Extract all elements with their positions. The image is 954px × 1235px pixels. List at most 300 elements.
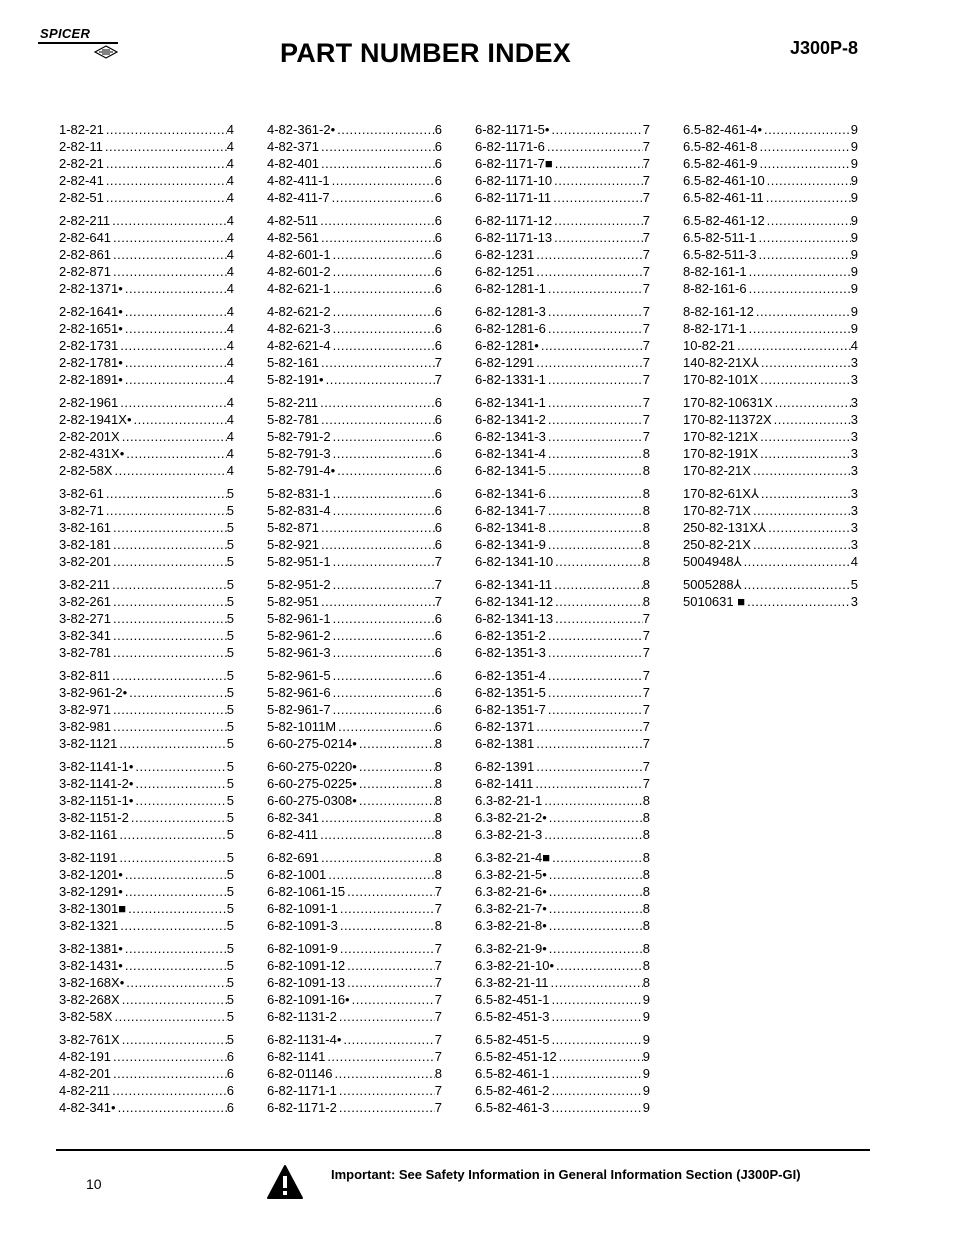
page-reference: 7 xyxy=(642,412,650,427)
page-reference: 5 xyxy=(226,901,234,916)
index-entry xyxy=(475,280,650,297)
part-number: 4-82-371 xyxy=(267,139,320,154)
index-entry xyxy=(683,246,858,263)
page-reference: 7 xyxy=(434,884,442,899)
page-reference: 9 xyxy=(850,321,858,336)
dot-leader xyxy=(333,667,435,684)
index-entry xyxy=(683,445,858,462)
dot-leader xyxy=(347,883,435,900)
page-reference: 7 xyxy=(434,1083,442,1098)
part-number: 6.5-82-511-3 xyxy=(683,247,757,262)
part-number: 2-82-871 xyxy=(59,264,112,279)
index-group xyxy=(59,576,234,661)
index-entry xyxy=(267,917,442,934)
page-reference: 7 xyxy=(642,139,650,154)
index-entry xyxy=(59,320,234,337)
index-entry xyxy=(475,229,650,246)
part-number: 4-82-201 xyxy=(59,1066,112,1081)
index-entry xyxy=(59,121,234,138)
index-group xyxy=(475,394,650,479)
index-entry xyxy=(59,138,234,155)
index-entry xyxy=(683,519,858,536)
index-entry xyxy=(683,428,858,445)
dot-leader xyxy=(128,900,227,917)
part-number: 3-82-61 xyxy=(59,486,104,501)
page-reference: 6 xyxy=(434,230,442,245)
dot-leader xyxy=(135,775,226,792)
part-number: 6-82-1281-1 xyxy=(475,281,546,296)
dot-leader xyxy=(129,684,227,701)
part-number: 4-82-561 xyxy=(267,230,320,245)
index-group xyxy=(267,667,442,752)
part-number: 6-82-1341-7 xyxy=(475,503,546,518)
index-entry xyxy=(475,792,650,809)
dot-leader xyxy=(536,263,642,280)
page-reference: 4 xyxy=(226,412,234,427)
dot-leader xyxy=(548,445,643,462)
page-reference: 8 xyxy=(642,941,650,956)
index-entry xyxy=(267,155,442,172)
part-number: 6.5-82-461-2 xyxy=(475,1083,550,1098)
dot-leader xyxy=(134,411,227,428)
diamond-logo-icon xyxy=(94,45,118,59)
index-entry xyxy=(475,684,650,701)
part-number: 3-82-761X xyxy=(59,1032,120,1047)
page-reference: 8 xyxy=(434,827,442,842)
dot-leader xyxy=(548,502,643,519)
part-number: 6-82-1131-2 xyxy=(267,1009,337,1024)
index-entry xyxy=(475,1082,650,1099)
dot-leader xyxy=(332,189,435,206)
dot-leader xyxy=(106,155,227,172)
page-reference: 6 xyxy=(434,463,442,478)
page-reference: 5 xyxy=(226,810,234,825)
dot-leader xyxy=(333,263,435,280)
dot-leader xyxy=(333,627,435,644)
index-group xyxy=(267,849,442,934)
part-number: 2-82-58X xyxy=(59,463,113,478)
page-reference: 8 xyxy=(642,537,650,552)
page-reference: 7 xyxy=(642,645,650,660)
dot-leader xyxy=(547,138,643,155)
part-number: 1-82-21 xyxy=(59,122,104,137)
page-reference: 9 xyxy=(850,247,858,262)
dot-leader xyxy=(321,593,435,610)
dot-leader xyxy=(548,462,643,479)
safety-information-note: Important: See Safety Information in General Information Section (J300P-GI) xyxy=(331,1167,801,1182)
page-reference: 7 xyxy=(642,719,650,734)
page-reference: 5 xyxy=(226,702,234,717)
dot-leader xyxy=(113,701,227,718)
part-number: 170-82-10631X xyxy=(683,395,773,410)
part-number: 6.5-82-451-3 xyxy=(475,1009,550,1024)
page-reference: 5 xyxy=(226,850,234,865)
index-entry xyxy=(59,809,234,826)
index-entry xyxy=(475,371,650,388)
index-entry xyxy=(475,1065,650,1082)
index-group xyxy=(267,303,442,388)
dot-leader xyxy=(125,280,227,297)
dot-leader xyxy=(125,940,227,957)
page-reference: 7 xyxy=(434,992,442,1007)
index-entry xyxy=(683,371,858,388)
index-entry xyxy=(475,485,650,502)
index-entry xyxy=(683,263,858,280)
page-reference: 9 xyxy=(850,213,858,228)
dot-leader xyxy=(122,1031,227,1048)
index-entry xyxy=(267,701,442,718)
index-entry xyxy=(683,155,858,172)
index-group xyxy=(59,849,234,934)
index-entry xyxy=(59,735,234,752)
dot-leader xyxy=(556,957,643,974)
part-number: 5-82-961-6 xyxy=(267,685,331,700)
index-entry xyxy=(475,866,650,883)
index-entry xyxy=(59,553,234,570)
index-entry xyxy=(475,735,650,752)
index-group xyxy=(267,940,442,1025)
part-number: 6-82-1171-7■ xyxy=(475,156,553,171)
dot-leader xyxy=(548,320,643,337)
dot-leader xyxy=(551,121,642,138)
dot-leader xyxy=(321,519,435,536)
dot-leader xyxy=(340,900,435,917)
part-number: 2-82-1641• xyxy=(59,304,123,319)
index-column-4 xyxy=(683,121,858,616)
page-reference: 9 xyxy=(850,230,858,245)
dot-leader xyxy=(106,502,227,519)
index-entry xyxy=(475,701,650,718)
page-reference: 5 xyxy=(226,1009,234,1024)
index-entry xyxy=(475,411,650,428)
part-number: 4-82-191 xyxy=(59,1049,112,1064)
part-number: 6.3-82-21-5• xyxy=(475,867,547,882)
part-number: 3-82-341 xyxy=(59,628,112,643)
dot-leader xyxy=(125,866,227,883)
index-entry xyxy=(267,229,442,246)
dot-leader xyxy=(333,610,435,627)
dot-leader xyxy=(758,229,850,246)
dot-leader xyxy=(551,991,642,1008)
index-entry xyxy=(475,121,650,138)
page-reference: 9 xyxy=(642,992,650,1007)
dot-leader xyxy=(359,792,435,809)
dot-leader xyxy=(113,229,227,246)
part-number: 6-82-1341-1 xyxy=(475,395,546,410)
index-group xyxy=(475,1031,650,1116)
part-number: 6-82-1351-7 xyxy=(475,702,546,717)
part-number: 2-82-11 xyxy=(59,139,103,154)
page-reference: 8 xyxy=(642,520,650,535)
page-reference: 8 xyxy=(434,850,442,865)
part-number: 3-82-811 xyxy=(59,668,111,683)
dot-leader xyxy=(548,536,643,553)
page-reference: 7 xyxy=(642,736,650,751)
page-reference: 9 xyxy=(850,264,858,279)
dot-leader xyxy=(118,1099,227,1116)
index-entry xyxy=(267,1048,442,1065)
part-number: 250-82-131X⅄ xyxy=(683,520,767,535)
index-entry xyxy=(267,991,442,1008)
part-number: 6-82-1091-16• xyxy=(267,992,350,1007)
part-number: 6-82-1411 xyxy=(475,776,534,791)
index-group xyxy=(475,576,650,661)
index-entry xyxy=(683,280,858,297)
dot-leader xyxy=(321,229,435,246)
page-reference: 4 xyxy=(226,372,234,387)
part-number: 5-82-951-2 xyxy=(267,577,331,592)
index-entry xyxy=(59,1008,234,1025)
index-entry xyxy=(59,462,234,479)
index-entry xyxy=(683,320,858,337)
part-number: 5004948⅄ xyxy=(683,554,742,569)
part-number: 6-82-1171-11 xyxy=(475,190,552,205)
index-entry xyxy=(267,1008,442,1025)
dot-leader xyxy=(554,212,643,229)
part-number: 6-60-275-0225• xyxy=(267,776,357,791)
page-reference: 4 xyxy=(226,463,234,478)
index-group xyxy=(475,303,650,388)
page-reference: 7 xyxy=(434,372,442,387)
part-number: 6.5-82-461-10 xyxy=(683,173,765,188)
dot-leader xyxy=(113,1065,227,1082)
index-entry xyxy=(267,485,442,502)
part-number: 3-82-1301■ xyxy=(59,901,127,916)
part-number: 6-60-275-0308• xyxy=(267,793,357,808)
dot-leader xyxy=(551,1065,642,1082)
part-number: 6-82-1331-1 xyxy=(475,372,546,387)
part-number: 8-82-161-12 xyxy=(683,304,754,319)
index-entry xyxy=(59,1031,234,1048)
index-entry xyxy=(683,138,858,155)
page-reference: 9 xyxy=(850,122,858,137)
page-reference: 4 xyxy=(226,429,234,444)
part-number: 8-82-161-1 xyxy=(683,264,747,279)
dot-leader xyxy=(340,917,435,934)
dot-leader xyxy=(548,485,643,502)
dot-leader xyxy=(321,354,435,371)
part-number: 6-82-1231 xyxy=(475,247,535,262)
dot-leader xyxy=(744,553,851,570)
index-entry xyxy=(475,519,650,536)
index-entry xyxy=(475,445,650,462)
dot-leader xyxy=(549,900,643,917)
brand-name: SPICER xyxy=(40,26,91,41)
part-number: 6.3-82-21-11 xyxy=(475,975,549,990)
dot-leader xyxy=(113,627,227,644)
index-entry xyxy=(59,826,234,843)
index-entry xyxy=(267,553,442,570)
part-number: 6-82-1351-5 xyxy=(475,685,546,700)
page-reference: 5 xyxy=(226,554,234,569)
index-entry xyxy=(267,593,442,610)
page-reference: 6 xyxy=(434,281,442,296)
part-number: 5-82-961-3 xyxy=(267,645,331,660)
index-group xyxy=(59,667,234,752)
page-reference: 3 xyxy=(850,355,858,370)
part-number: 2-82-211 xyxy=(59,213,111,228)
part-number: 5-82-781 xyxy=(267,412,320,427)
dot-leader xyxy=(749,280,851,297)
index-entry xyxy=(475,1099,650,1116)
dot-leader xyxy=(125,883,227,900)
index-entry xyxy=(267,445,442,462)
page-reference: 5 xyxy=(850,577,858,592)
part-number: 6-82-1341-3 xyxy=(475,429,546,444)
part-number: 3-82-71 xyxy=(59,503,104,518)
page-reference: 7 xyxy=(642,668,650,683)
index-entry xyxy=(475,849,650,866)
index-group xyxy=(683,121,858,206)
page-reference: 5 xyxy=(226,958,234,973)
dot-leader xyxy=(113,1048,227,1065)
page-reference: 5 xyxy=(226,503,234,518)
index-entry xyxy=(475,610,650,627)
dot-leader xyxy=(320,394,435,411)
index-entry xyxy=(475,189,650,206)
index-entry xyxy=(475,826,650,843)
part-number: 6-82-1091-3 xyxy=(267,918,338,933)
part-number: 3-82-1201• xyxy=(59,867,123,882)
index-entry xyxy=(267,1065,442,1082)
page-reference: 5 xyxy=(226,486,234,501)
index-entry xyxy=(475,428,650,445)
page-reference: 4 xyxy=(226,173,234,188)
dot-leader xyxy=(122,428,227,445)
index-entry xyxy=(475,1048,650,1065)
part-number: 250-82-21X xyxy=(683,537,751,552)
page-reference: 7 xyxy=(642,264,650,279)
part-number: 6-82-1171-6 xyxy=(475,139,545,154)
part-number: 3-82-971 xyxy=(59,702,112,717)
page-reference: 8 xyxy=(434,918,442,933)
dot-leader xyxy=(544,792,643,809)
dot-leader xyxy=(333,485,435,502)
page-reference: 5 xyxy=(226,736,234,751)
part-number: 4-82-621-1 xyxy=(267,281,331,296)
dot-leader xyxy=(548,303,643,320)
index-entry xyxy=(475,320,650,337)
dot-leader xyxy=(551,1008,642,1025)
page-reference: 5 xyxy=(226,685,234,700)
dot-leader xyxy=(112,212,227,229)
part-number: 170-82-191X xyxy=(683,446,759,461)
page-reference: 8 xyxy=(642,463,650,478)
page-reference: 4 xyxy=(226,213,234,228)
index-entry xyxy=(475,1031,650,1048)
dot-leader xyxy=(113,519,227,536)
index-column-2 xyxy=(267,121,442,1122)
dot-leader xyxy=(332,172,435,189)
part-number: 6-82-341 xyxy=(267,810,320,825)
index-entry xyxy=(267,428,442,445)
index-entry xyxy=(59,758,234,775)
page-reference: 8 xyxy=(642,577,650,592)
index-entry xyxy=(475,991,650,1008)
index-group xyxy=(267,1031,442,1116)
dot-leader xyxy=(113,593,227,610)
part-number: 170-82-121X xyxy=(683,429,759,444)
index-entry xyxy=(59,644,234,661)
dot-leader xyxy=(753,462,851,479)
dot-leader xyxy=(359,758,435,775)
index-entry xyxy=(267,1082,442,1099)
part-number: 5-82-791-4• xyxy=(267,463,336,478)
index-entry xyxy=(475,593,650,610)
dot-leader xyxy=(112,1082,227,1099)
page-reference: 7 xyxy=(642,281,650,296)
index-entry xyxy=(683,502,858,519)
index-entry xyxy=(683,337,858,354)
dot-leader xyxy=(548,519,643,536)
dot-leader xyxy=(339,1099,435,1116)
index-entry xyxy=(475,917,650,934)
part-number: 6-82-1091-13 xyxy=(267,975,346,990)
index-entry xyxy=(59,371,234,388)
dot-leader xyxy=(759,138,850,155)
dot-leader xyxy=(113,553,227,570)
index-group xyxy=(59,485,234,570)
part-number: 2-82-861 xyxy=(59,247,112,262)
index-entry xyxy=(59,627,234,644)
index-entry xyxy=(267,263,442,280)
part-number: 6-82-1141 xyxy=(267,1049,326,1064)
page-reference: 6 xyxy=(226,1066,234,1081)
part-number: 3-82-168X• xyxy=(59,975,125,990)
dot-leader xyxy=(328,866,434,883)
page-reference: 7 xyxy=(642,685,650,700)
part-number: 5-82-921 xyxy=(267,537,320,552)
index-entry xyxy=(59,354,234,371)
part-number: 6.5-82-451-1 xyxy=(475,992,550,1007)
part-number: 6-82-1341-4 xyxy=(475,446,546,461)
page-reference: 7 xyxy=(434,577,442,592)
dot-leader xyxy=(536,758,642,775)
part-number: 5-82-831-1 xyxy=(267,486,331,501)
index-group xyxy=(683,212,858,297)
dot-leader xyxy=(549,866,643,883)
index-entry xyxy=(475,263,650,280)
page-reference: 8 xyxy=(434,1066,442,1081)
page-reference: 7 xyxy=(642,321,650,336)
part-number: 6.5-82-461-8 xyxy=(683,139,758,154)
page-reference: 5 xyxy=(226,1032,234,1047)
dot-leader xyxy=(106,189,227,206)
part-number: 6.5-82-461-12 xyxy=(683,213,765,228)
index-entry xyxy=(59,502,234,519)
index-entry xyxy=(59,428,234,445)
part-number: 2-82-51 xyxy=(59,190,104,205)
dot-leader xyxy=(340,940,435,957)
page-reference: 8 xyxy=(642,901,650,916)
index-entry xyxy=(59,536,234,553)
page-reference: 4 xyxy=(226,122,234,137)
dot-leader xyxy=(536,246,642,263)
dot-leader xyxy=(535,775,642,792)
dot-leader xyxy=(766,189,851,206)
part-number: 5-82-191• xyxy=(267,372,324,387)
page-reference: 7 xyxy=(434,554,442,569)
part-number: 2-82-41 xyxy=(59,173,104,188)
dot-leader xyxy=(113,644,227,661)
part-number: 5-82-831-4 xyxy=(267,503,331,518)
part-number: 6-82-1001 xyxy=(267,867,327,882)
dot-leader xyxy=(548,371,643,388)
index-entry xyxy=(267,576,442,593)
page-reference: 7 xyxy=(642,395,650,410)
page-reference: 3 xyxy=(850,429,858,444)
page-reference: 9 xyxy=(850,190,858,205)
